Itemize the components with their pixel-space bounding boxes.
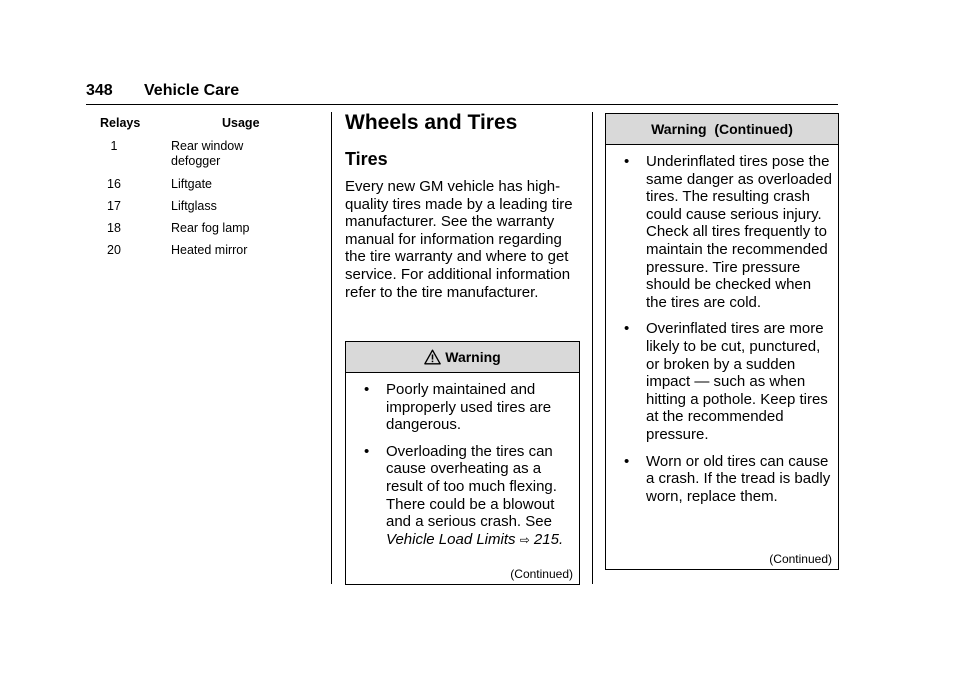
warning-continued-body [606, 145, 838, 505]
middle-column [345, 110, 581, 301]
bullet-dot: • [364, 442, 370, 460]
relay-usage: Rear window defogger [171, 139, 244, 168]
relay-number: 20 [107, 243, 121, 257]
usage-column-header: Usage [222, 116, 260, 130]
relay-number: 17 [107, 199, 121, 213]
continued-label: (Continued) [510, 567, 573, 581]
continued-label: (Continued) [769, 552, 832, 566]
page-number: 348 [86, 82, 113, 99]
list-item [618, 320, 832, 443]
table-row [86, 139, 306, 169]
relay-usage: Liftglass [171, 199, 217, 213]
warning-box [345, 341, 580, 585]
tires-intro-paragraph: Every new GM vehicle has high-quality tires made by a leading tire manufacturer. See the warranty manual for information regarding the tire warranty and where to get service. For additional information refer to the tire manufacturer. [345, 178, 573, 301]
section-title: Vehicle Care [144, 82, 240, 99]
bullet-text: Poorly maintained and improperly used tires are dangerous. [386, 381, 552, 434]
relays-column-header: Relays [100, 116, 141, 130]
warning-header [346, 342, 579, 373]
list-item [358, 381, 573, 434]
list-item [618, 453, 832, 506]
warning-triangle-icon [424, 349, 441, 365]
relay-usage: Rear fog lamp [171, 221, 250, 235]
list-item [358, 443, 573, 550]
column-divider-right [592, 112, 593, 584]
table-row [86, 199, 306, 214]
table-row [86, 177, 306, 192]
bullet-dot: • [624, 153, 630, 170]
relay-usage: Heated mirror [171, 243, 248, 257]
bullet-text: Overinflated tires are more likely to be cut, punctured, or broken by a sudden impact — such as when hitting a pothole. Keep tires at the recommended pressure. [646, 320, 828, 443]
bullet-text: Overloading the tires can cause overheating as a result of too much flexing. There could be a blowout and a serious crash. See [386, 442, 557, 531]
bullet-text: Worn or old tires can cause a crash. If the tread is badly worn, replace them. [646, 452, 831, 505]
relay-usage: Liftgate [171, 177, 213, 191]
warning-continued-header [606, 114, 838, 145]
relay-number: 16 [107, 177, 121, 191]
bullet-text: Underinflated tires pose the same danger as overloaded tires. The resulting crash could cause serious injury. Check all tires frequently to maintain the recommended pressure. Tire pressure should be checked when the tires are cold. [646, 153, 832, 311]
table-row [86, 243, 306, 258]
bullet-dot: • [624, 320, 630, 338]
warning-continued-title: Warning (Continued) [651, 121, 793, 137]
page-reference[interactable]: 215 [533, 530, 559, 548]
relay-table [86, 116, 306, 258]
cross-reference-arrow-icon: ⇨ [519, 532, 530, 547]
bullet-dot: • [624, 452, 630, 470]
relay-table-header [86, 116, 306, 134]
relay-number: 1 [110, 139, 118, 153]
list-item [618, 153, 832, 311]
warning-title: Warning [445, 349, 501, 365]
tires-subheading: Tires [345, 149, 388, 169]
relay-number: 18 [107, 221, 121, 235]
bullet-dot: • [364, 381, 370, 398]
vehicle-load-limits-link[interactable]: Vehicle Load Limits [386, 530, 516, 548]
wheels-and-tires-heading: Wheels and Tires [345, 111, 518, 134]
warning-body [346, 373, 579, 549]
page-header [86, 82, 838, 105]
bullet-suffix: . [558, 530, 564, 548]
warning-continued-box [605, 113, 839, 570]
column-divider-left [331, 112, 332, 584]
table-row [86, 221, 306, 236]
